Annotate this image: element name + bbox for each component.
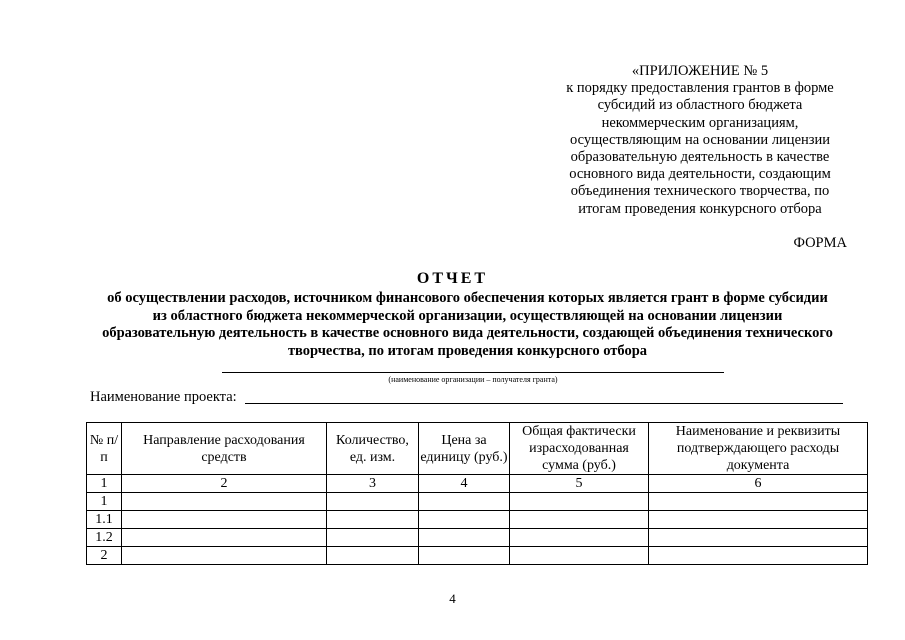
row-number-cell: 1.1 bbox=[87, 511, 122, 529]
table-cell[interactable] bbox=[327, 547, 419, 565]
column-number-cell: 6 bbox=[649, 475, 868, 493]
table-cell[interactable] bbox=[649, 493, 868, 511]
project-name-line[interactable] bbox=[245, 403, 843, 404]
table-row bbox=[87, 529, 868, 547]
column-number-cell: 4 bbox=[419, 475, 510, 493]
table-cell[interactable] bbox=[122, 547, 327, 565]
row-number-cell: 1.2 bbox=[87, 529, 122, 547]
table-cell[interactable] bbox=[122, 529, 327, 547]
table-cell[interactable] bbox=[419, 511, 510, 529]
appendix-line: осуществляющим на основании лицензии bbox=[569, 131, 831, 148]
row-number-cell: 2 bbox=[87, 547, 122, 565]
table-cell[interactable] bbox=[419, 547, 510, 565]
appendix-line: объединения технического творчества, по bbox=[570, 183, 830, 200]
subtitle-line: творчества, по итогам проведения конкурсного отбора bbox=[287, 342, 648, 359]
header-cell: Наименование и реквизиты подтверждающего расходы документа bbox=[649, 423, 868, 475]
appendix-line: итогам проведения конкурсного отбора bbox=[578, 200, 822, 217]
column-number-row bbox=[87, 475, 868, 493]
table-row bbox=[87, 511, 868, 529]
table-cell[interactable] bbox=[122, 493, 327, 511]
appendix-line: к порядку предоставления грантов в форме bbox=[566, 80, 834, 97]
appendix-line: «ПРИЛОЖЕНИЕ № 5 bbox=[631, 63, 769, 79]
report-subtitle bbox=[30, 290, 905, 360]
table-cell[interactable] bbox=[510, 547, 649, 565]
header-cell: Цена за единицу (руб.) bbox=[419, 423, 510, 475]
table-cell[interactable] bbox=[327, 493, 419, 511]
report-title: ОТЧЕТ bbox=[416, 270, 489, 287]
table-cell[interactable] bbox=[510, 493, 649, 511]
header-cell: Количество, ед. изм. bbox=[327, 423, 419, 475]
table-header-row bbox=[87, 423, 868, 475]
column-number-cell: 2 bbox=[122, 475, 327, 493]
table-cell[interactable] bbox=[419, 493, 510, 511]
row-number-cell: 1 bbox=[87, 493, 122, 511]
form-label: ФОРМА bbox=[793, 235, 847, 251]
expense-report-table bbox=[86, 422, 868, 565]
table-cell[interactable] bbox=[649, 511, 868, 529]
appendix-header bbox=[540, 63, 860, 218]
subtitle-line: из областного бюджета некоммерческой организации, осуществляющей на основании лицензии bbox=[152, 307, 783, 324]
appendix-line: образовательную деятельность в качестве bbox=[570, 149, 830, 166]
column-number-cell: 1 bbox=[87, 475, 122, 493]
organization-name-line[interactable] bbox=[222, 372, 724, 373]
table-cell[interactable] bbox=[327, 511, 419, 529]
table-cell[interactable] bbox=[419, 529, 510, 547]
header-cell: Общая фактически израсходованная сумма (руб.) bbox=[510, 423, 649, 475]
header-cell: № п/п bbox=[87, 423, 122, 475]
page-number: 4 bbox=[449, 591, 456, 606]
subtitle-line: образовательную деятельность в качестве основного вида деятельности, создающей объединения технического bbox=[102, 325, 833, 341]
header-cell: Направление расходования средств bbox=[122, 423, 327, 475]
table-row bbox=[87, 493, 868, 511]
table-cell[interactable] bbox=[122, 511, 327, 529]
appendix-line: субсидий из областного бюджета bbox=[597, 97, 803, 114]
project-name-label: Наименование проекта: bbox=[90, 389, 237, 405]
appendix-line: некоммерческим организациям, bbox=[601, 114, 799, 131]
table-row bbox=[87, 547, 868, 565]
table-cell[interactable] bbox=[649, 547, 868, 565]
table-cell[interactable] bbox=[649, 529, 868, 547]
column-number-cell: 3 bbox=[327, 475, 419, 493]
column-number-cell: 5 bbox=[510, 475, 649, 493]
table-cell[interactable] bbox=[510, 529, 649, 547]
subtitle-line: об осуществлении расходов, источником финансового обеспечения которых является грант в форме субсидии bbox=[107, 290, 828, 306]
table-cell[interactable] bbox=[510, 511, 649, 529]
table-cell[interactable] bbox=[327, 529, 419, 547]
appendix-line: основного вида деятельности, создающим bbox=[569, 166, 831, 183]
organization-caption: (наименование организации – получателя гранта) bbox=[388, 375, 558, 384]
